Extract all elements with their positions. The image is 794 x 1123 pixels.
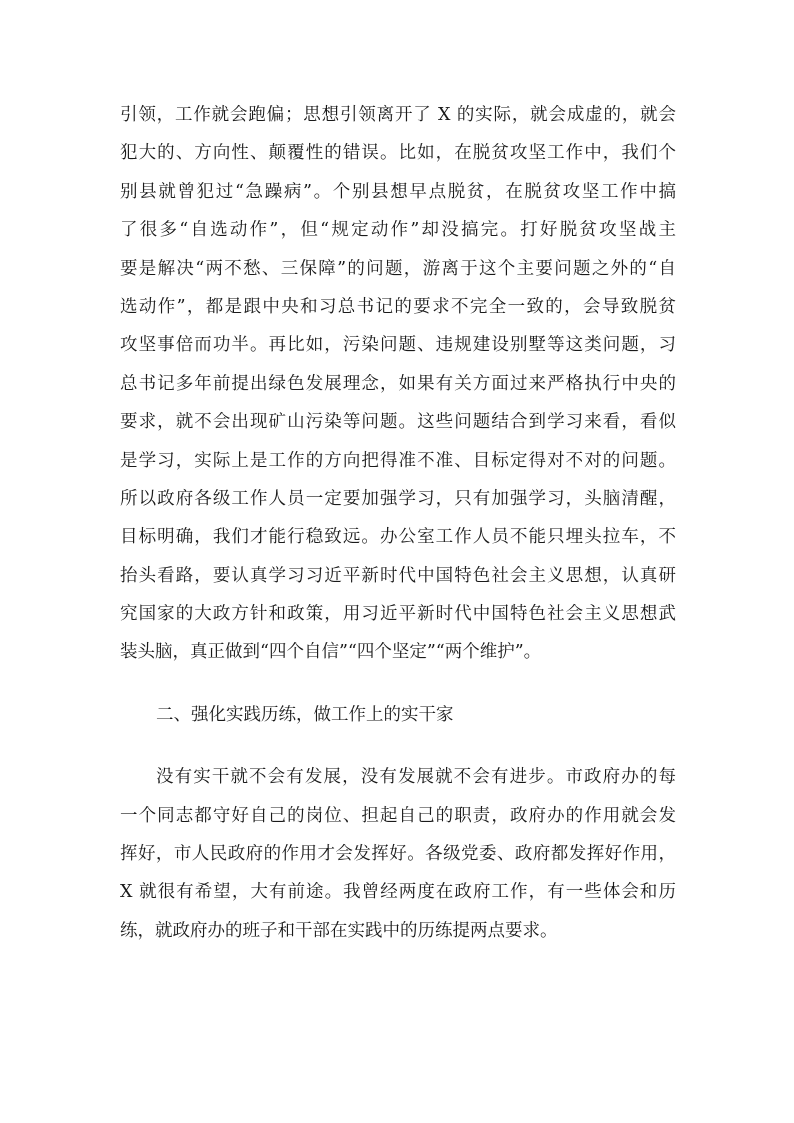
text-line: 犯大的、方向性、颠覆性的错误。比如，在脱贫攻坚工作中，我们个 xyxy=(120,143,676,164)
text-line: 要是解决“两不愁、三保障”的问题，游离于这个主要问题之外的“自 xyxy=(120,258,676,279)
spacer xyxy=(120,672,676,696)
text-line: 是学习，实际上是工作的方向把得准不准、目标定得对不对的问题。 xyxy=(120,450,676,471)
text-line: 别县就曾犯过“急躁病”。个别县想早点脱贫，在脱贫攻坚工作中搞 xyxy=(120,181,676,202)
text-line: 攻坚事倍而功半。再比如，污染问题、违规建设别墅等这类问题，习 xyxy=(120,335,676,356)
text-line: 所以政府各级工作人员一定要加强学习，只有加强学习，头脑清醒， xyxy=(120,488,676,509)
text-line: 一个同志都守好自己的岗位、担起自己的职责，政府办的作用就会发 xyxy=(120,805,676,826)
text-line: 选动作”，都是跟中央和习总书记的要求不完全一致的，会导致脱贫 xyxy=(120,296,676,317)
section-heading: 二、强化实践历练，做工作上的实干家 xyxy=(156,704,454,725)
text-line: 了很多“自选动作”，但“规定动作”却没搞完。打好脱贫攻坚战主 xyxy=(120,220,676,241)
text-line: 引领，工作就会跑偏；思想引领离开了 X 的实际，就会成虚的，就会 xyxy=(120,105,676,125)
text-line: 抬头看路，要认真学习习近平新时代中国特色社会主义思想，认真研 xyxy=(120,565,676,586)
document-page xyxy=(120,96,676,950)
spacer xyxy=(120,734,676,758)
text-line: X 就很有希望，大有前途。我曾经两度在政府工作，有一些体会和历 xyxy=(120,882,676,903)
text-line: 没有实干就不会有发展，没有发展就不会有进步。市政府办的每 xyxy=(156,767,676,788)
text-line: 究国家的大政方针和政策，用习近平新时代中国特色社会主义思想武 xyxy=(120,604,676,625)
body-paragraph-2 xyxy=(120,758,676,950)
text-line: 总书记多年前提出绿色发展理念，如果有关方面过来严格执行中央的 xyxy=(120,373,676,394)
text-line: 目标明确，我们才能行稳致远。办公室工作人员不能只埋头拉车，不 xyxy=(120,527,676,548)
text-line: 练，就政府办的班子和干部在实践中的历练提两点要求。 xyxy=(120,920,558,941)
text-line: 挥好，市人民政府的作用才会发挥好。各级党委、政府都发挥好作用， xyxy=(120,844,676,865)
text-line: 装头脑，真正做到“四个自信”“四个坚定”“两个维护”。 xyxy=(120,642,542,663)
body-paragraph-1 xyxy=(120,96,676,672)
text-line: 要求，就不会出现矿山污染等问题。这些问题结合到学习来看，看似 xyxy=(120,412,676,433)
